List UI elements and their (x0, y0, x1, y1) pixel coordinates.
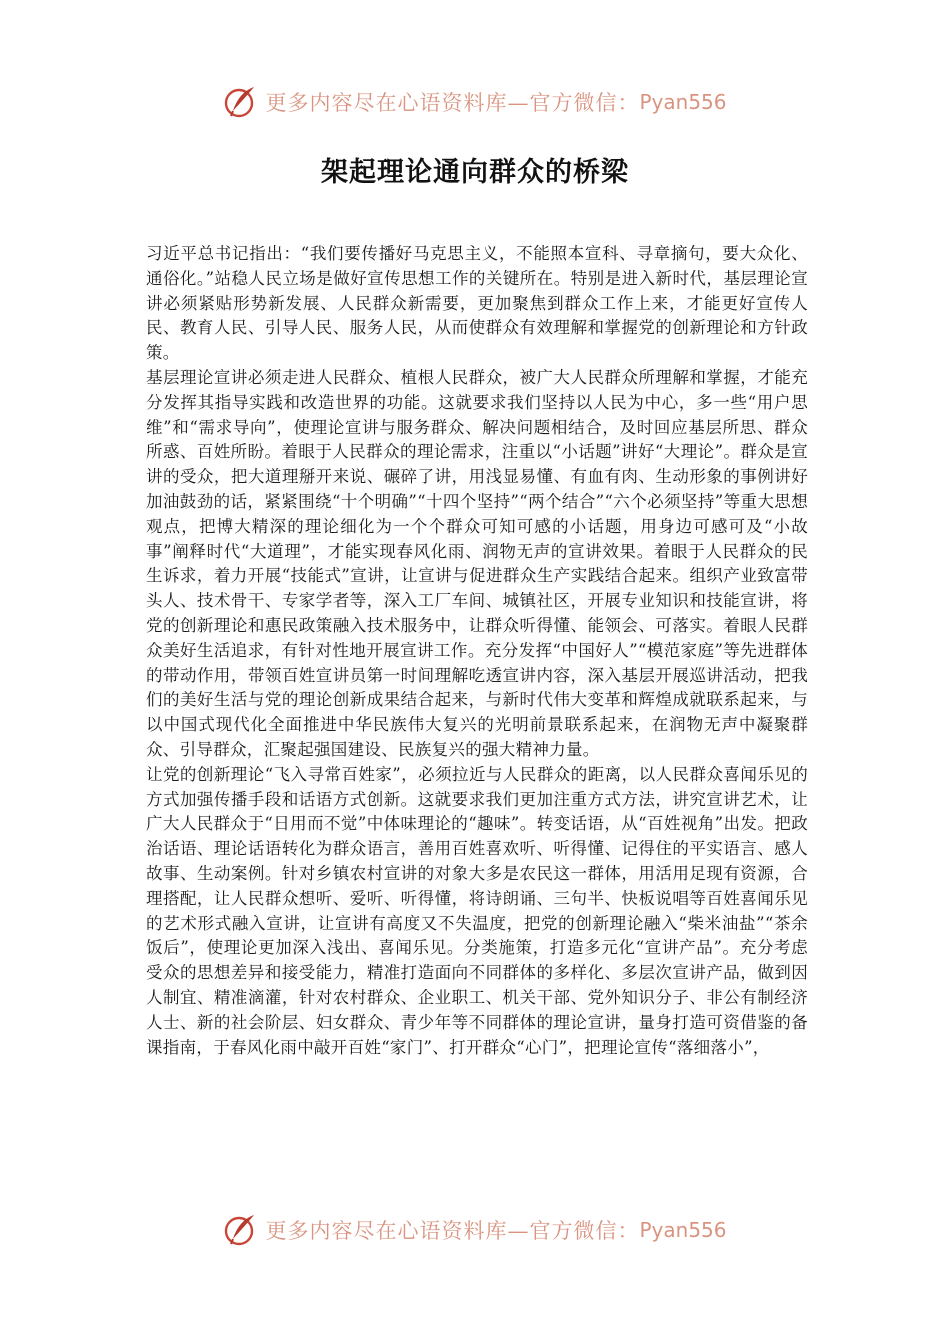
paragraph-3: 让党的创新理论“飞入寻常百姓家”，必须拉近与人民群众的距离，以人民群众喜闻乐见的方式加强传播手段和话语方式创新。这就要求我们更加注重方式方法，讲究宣讲艺术，让广大人民群众于“日用而不觉”中体味理论的“趣味”。转变话语，从“百姓视角”出发。把政治话语、理论话语转化为群众语言，善用百姓喜欢听、听得懂、记得住的平实语言、感人故事、生动案例。针对乡镇农村宣讲的对象大多是农民这一群体，用活用足现有资源，合理搭配，让人民群众想听、爱听、听得懂，将诗朗诵、三句半、快板说唱等百姓喜闻乐见的艺术形式融入宣讲，让宣讲有高度又不失温度，把党的创新理论融入“柴米油盐”“茶余饭后”，使理论更加深入浅出、喜闻乐见。分类施策，打造多元化“宣讲产品”。充分考虑受众的思想差异和接受能力，精准打造面向不同群体的多样化、多层次宣讲产品，做到因人制宜、精准滴灌，针对农村群众、企业职工、机关干部、党外知识分子、非公有制经济人士、新的社会阶层、妇女群众、青少年等不同群体的理论宣讲，量身打造可资借鉴的备课指南，于春风化雨中敲开百姓“家门”、打开群众“心门”，把理论宣传“落细落小”， (146, 764, 808, 1057)
article-body (146, 242, 808, 1060)
watermark-wechat-id: Pyan556 (639, 90, 727, 114)
watermark-text: 更多内容尽在心语资料库—官方微信： (265, 91, 640, 115)
paragraph-2: 基层理论宣讲必须走进人民群众、植根人民群众，被广大人民群众所理解和掌握，才能充分发挥其指导实践和改造世界的功能。这就要求我们坚持以人民为中心，多一些“用户思维”和“需求导向”，使理论宣讲与服务群众、解决问题相结合，及时回应基层所思、群众所惑、百姓所盼。着眼于人民群众的理论需求，注重以“小话题”讲好“大理论”。群众是宣讲的受众，把大道理掰开来说、碾碎了讲，用浅显易懂、有血有肉、生动形象的事例讲好加油鼓劲的话，紧紧围绕“十个明确”“十四个坚持”“两个结合”“六个必须坚持”等重大思想观点，把博大精深的理论细化为一个个群众可知可感的小话题，用身边可感可及“小故事”阐释时代“大道理”，才能实现春风化雨、润物无声的宣讲效果。着眼于人民群众的民生诉求，着力开展“技能式”宣讲，让宣讲与促进群众生产实践结合起来。组织产业致富带头人、技术骨干、专家学者等，深入工厂车间、城镇社区，开展专业知识和技能宣讲，将党的创新理论和惠民政策融入技术服务中，让群众听得懂、能领会、可落实。着眼人民群众美好生活追求，有针对性地开展宣讲工作。充分发挥“中国好人”“模范家庭”等先进群体的带动作用，带领百姓宣讲员第一时间理解吃透宣讲内容，深入基层开展巡讲活动，把我们的美好生活与党的理论创新成果结合起来，与新时代伟大变革和辉煌成就联系起来，与以中国式现代化全面推进中华民族伟大复兴的光明前景联系起来，在润物无声中凝聚群众、引导群众，汇聚起强国建设、民族复兴的强大精神力量。 (146, 367, 808, 759)
watermark-text: 更多内容尽在心语资料库—官方微信： (265, 1219, 640, 1243)
feather-pen-logo-icon (223, 1212, 259, 1248)
watermark-header (0, 80, 950, 124)
feather-pen-logo-icon (223, 84, 259, 120)
watermark-wechat-id: Pyan556 (639, 1218, 727, 1242)
paragraph-1: 习近平总书记指出：“我们要传播好马克思主义，不能照本宣科、寻章摘句，要大众化、通俗化。”站稳人民立场是做好宣传思想工作的关键所在。特别是进入新时代，基层理论宣讲必须紧贴形势新发展、人民群众新需要，更加聚焦到群众工作上来，才能更好宣传人民、教育人民、引导人民、服务人民，从而使群众有效理解和掌握党的创新理论和方针政策。 (146, 244, 808, 363)
document-title: 架起理论通向群众的桥梁 (321, 157, 629, 188)
watermark-footer (0, 1208, 950, 1252)
